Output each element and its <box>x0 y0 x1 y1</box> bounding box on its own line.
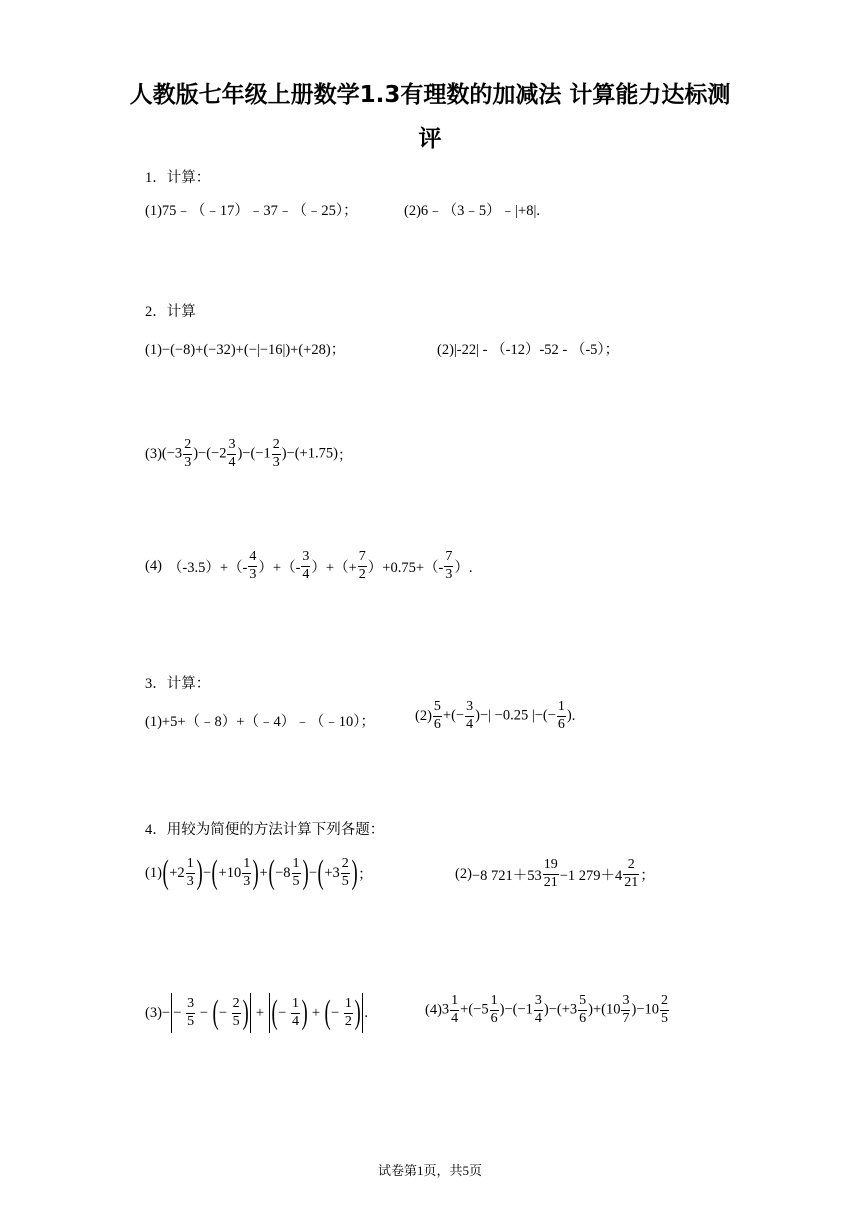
expr-seg: （-3.5）+（- <box>167 559 248 576</box>
part-label: (1) <box>145 864 162 881</box>
expr-seg: ）. <box>454 559 473 576</box>
fraction: $\frac{3}{4}$ <box>302 549 310 582</box>
part-label: (3) <box>145 445 162 462</box>
question-2-part-3 <box>145 438 352 470</box>
expr-seg: −1 279＋4 <box>559 867 623 884</box>
expr-seg: ）+（- <box>258 559 301 576</box>
question-2-part-4 <box>145 550 472 582</box>
fraction: $\frac{19}{21}$ <box>543 857 558 890</box>
fraction: $\frac{7}{2}$ <box>358 549 366 582</box>
part-label: (2) <box>455 865 472 882</box>
question-1-part-2: (2)6﹣（3﹣5）﹣|+8|. <box>404 203 541 219</box>
part-tail: ； <box>640 867 655 884</box>
fraction: $\frac{4}{3}$ <box>249 549 257 582</box>
expr-seg: ）+（+ <box>311 559 357 576</box>
question-1-part-1: (1)75﹣（﹣17）﹣37﹣（﹣25）； <box>145 203 358 219</box>
question-3-part-2 <box>415 700 575 732</box>
part-label: (4) <box>145 557 162 574</box>
part-tail: . <box>364 1004 368 1021</box>
question-3-stem: 3．计算： <box>145 676 211 692</box>
fraction: $\frac{2}{21}$ <box>624 857 639 890</box>
part-tail: ； <box>358 866 373 883</box>
question-2-stem: 2．计算 <box>145 304 196 320</box>
part-tail: ； <box>337 447 353 464</box>
math-expression: 3 $\frac{1}{4}$ +(−5 $\frac{1}{6}$ )−(−1 $\frac{3}{4}$ )−(+3 $\frac{5}{6}$ )+(10 $\frac{3}{7}$ )−10 $\frac{2}{5}$ <box>441 993 668 1026</box>
math-expression: $\frac{5}{6}$ +(− $\frac{3}{4}$ )−| −0.25 |−(− $\frac{1}{6}$ ) <box>433 699 572 732</box>
math-expression: − $\frac{3}{5}$ − ( − $\frac{2}{5}$ ) + ( − $\frac{1}{4}$ ) + ( − $\frac{1}{2}$ ) <box>170 993 364 1033</box>
expr-seg: −8 721＋53 <box>471 867 542 884</box>
question-4-part-2 <box>455 858 655 890</box>
expr-seg: ）+0.75+（- <box>367 559 444 576</box>
page-title-continued: 评 <box>418 126 442 152</box>
question-4-part-3 <box>145 993 368 1033</box>
question-3-part-1: (1)+5+（﹣8）+（﹣4）﹣（﹣10）； <box>145 714 375 730</box>
part-tail: . <box>571 707 576 724</box>
page-footer: 试卷第1页，共5页 <box>377 1163 482 1178</box>
question-4-part-4 <box>425 994 670 1026</box>
math-expression: (−3 $\frac{2}{3}$ )−(−2 $\frac{3}{4}$ )−(−1 $\frac{2}{3}$ )−(+1.75) <box>161 437 338 470</box>
question-4-stem: 4．用较为简便的方法计算下列各题： <box>145 822 385 838</box>
math-expression: ( +2 $\frac{1}{3}$ ) − ( +10 $\frac{1}{3}$ ) + ( −8 $\frac{1}{5}$ ) − ( +3 $\frac{2}{5}$ ) <box>162 854 358 891</box>
fraction: $\frac{7}{3}$ <box>445 549 453 582</box>
part-label: (3)− <box>145 1004 171 1021</box>
question-1-stem: 1．计算： <box>145 170 211 186</box>
question-2-part-1: (1)−(−8)+(−32)+(−|−16|)+(+28)； <box>145 342 346 358</box>
page-title: 人教版七年级上册数学1.3有理数的加减法 计算能力达标测 <box>129 82 731 108</box>
part-label: (2) <box>415 707 432 724</box>
question-2-part-2: (2)|-22| - （-12）-52 - （-5）； <box>437 342 620 358</box>
part-label: (4) <box>425 1001 442 1018</box>
question-4-part-1 <box>145 856 373 890</box>
